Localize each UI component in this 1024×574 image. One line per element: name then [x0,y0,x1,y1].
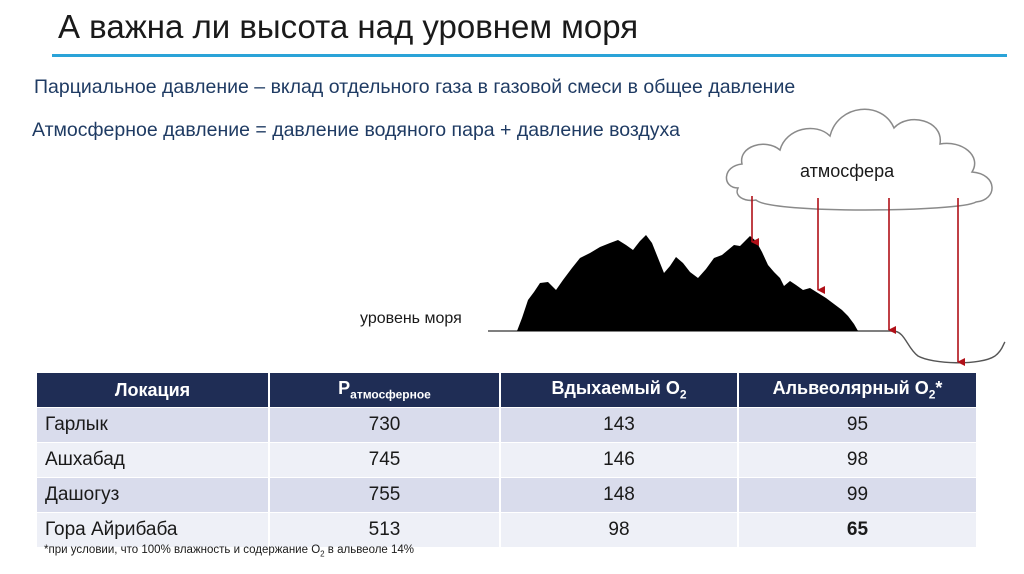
footnote: *при условии, что 100% влажность и содержание $O_2$ в альвеоле 14% [44,544,415,559]
location-cell: Ашхабад [37,443,269,478]
table-row [37,408,976,443]
inhaled-cell: 148 [500,478,738,513]
sea-level-label: уровень моря [360,310,462,327]
slide-title: А важна ли высота над уровнем моря [58,8,639,45]
location-cell: Дашогуз [37,478,269,513]
location-cell: Гора Айрибаба [37,513,269,548]
alveolar-cell: 98 [738,443,976,478]
header-inhaled-o2: Вдыхаемый $O_2$ [500,373,738,408]
header-alveolar-o2: Альвеолярный $O_2*$ [738,373,976,408]
atmosphere-label: атмосфера [800,161,895,181]
atmospheric-pressure-definition: Атмосферное давление = давление водяного пара + давление воздуха [32,119,680,141]
pressure-cell: 745 [269,443,500,478]
oxygen-table [37,373,976,547]
inhaled-cell: 146 [500,443,738,478]
cloud-shape [726,109,992,210]
header-location: Локация [37,373,269,408]
alveolar-cell: 99 [738,478,976,513]
alveolar-cell: 95 [738,408,976,443]
table-row [37,478,976,513]
location-cell: Гарлык [37,408,269,443]
table-row [37,443,976,478]
mountain-silhouette [517,235,858,331]
pressure-cell: 755 [269,478,500,513]
inhaled-cell: 98 [500,513,738,548]
pressure-cell: 730 [269,408,500,443]
sea-level-line [488,331,1005,363]
partial-pressure-definition: Парциальное давление – вклад отдельного газа в газовой смеси в общее давление [34,76,796,98]
inhaled-cell: 143 [500,408,738,443]
alveolar-cell-highlighted: 65 [738,513,976,548]
table-row [37,513,976,548]
header-atmospheric-pressure: $P_{атмосферное}$ [269,373,500,408]
table-header-row [37,373,976,408]
pressure-cell: 513 [269,513,500,548]
